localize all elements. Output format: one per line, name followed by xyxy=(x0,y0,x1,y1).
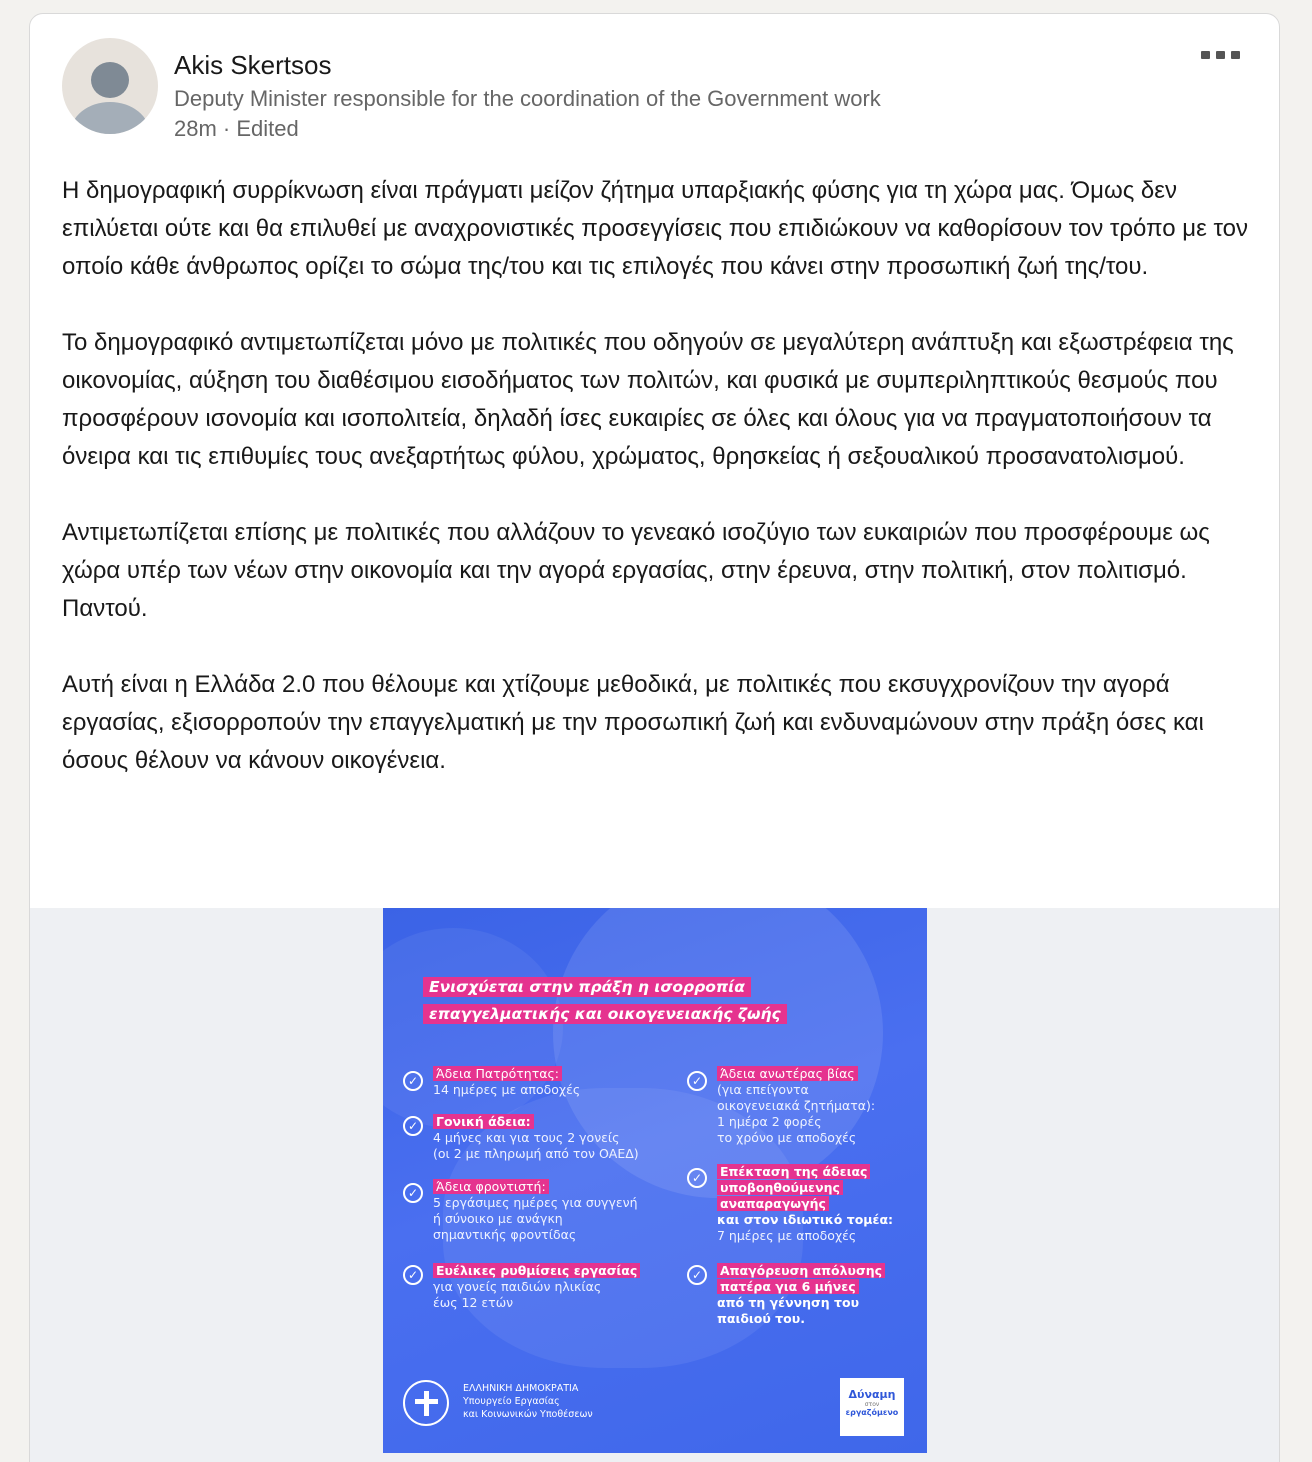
author-name[interactable]: Akis Skertsos xyxy=(174,50,332,80)
benefit-label: Άδεια Πατρότητας: xyxy=(433,1066,562,1081)
check-circle-icon: ✓ xyxy=(403,1116,423,1136)
benefit-label: Άδεια φροντιστή: xyxy=(433,1179,549,1194)
benefit-label: πατέρα για 6 μήνες xyxy=(717,1279,859,1294)
post-header xyxy=(30,14,1279,154)
post-meta xyxy=(174,116,299,142)
edited-label: Edited xyxy=(236,116,299,141)
benefit-item xyxy=(717,1164,893,1244)
benefit-item xyxy=(433,1114,639,1162)
campaign-logo-line: εργαζόμενο xyxy=(845,1408,899,1417)
avatar-head-shape xyxy=(91,62,129,98)
benefit-detail: παιδιού του. xyxy=(717,1311,805,1326)
check-circle-icon: ✓ xyxy=(403,1183,423,1203)
post-time: 28m xyxy=(174,116,217,141)
benefit-detail: 14 ημέρες με αποδοχές xyxy=(433,1082,581,1097)
infographic-title xyxy=(423,974,787,1028)
ministry-name xyxy=(463,1382,593,1421)
benefit-item xyxy=(433,1263,640,1311)
infographic-title-line: Ενισχύεται στην πράξη η ισορροπία xyxy=(423,977,751,997)
more-dot-icon xyxy=(1231,51,1240,59)
benefit-item xyxy=(433,1179,638,1243)
ministry-line: Υπουργείο Εργασίας xyxy=(463,1396,560,1407)
author-headline: Deputy Minister responsible for the coordination of the Government work xyxy=(174,86,881,111)
benefit-label: Επέκταση της άδειας xyxy=(717,1164,870,1179)
infographic-image[interactable] xyxy=(383,908,927,1453)
meta-separator: · xyxy=(222,116,231,141)
benefit-detail: έως 12 ετών xyxy=(433,1295,514,1310)
benefit-detail: το χρόνο με αποδοχές xyxy=(717,1130,857,1145)
avatar-body-shape xyxy=(70,102,150,134)
more-dot-icon xyxy=(1201,51,1210,59)
emblem-cross-shape xyxy=(415,1399,438,1404)
benefit-label: Απαγόρευση απόλυσης xyxy=(717,1263,885,1278)
more-dot-icon xyxy=(1216,51,1225,59)
benefit-detail: από τη γέννηση του xyxy=(717,1295,860,1310)
check-circle-icon: ✓ xyxy=(403,1071,423,1091)
greek-emblem-icon xyxy=(403,1380,449,1426)
benefit-detail: 4 μήνες και για τους 2 γονείς xyxy=(433,1130,620,1145)
infographic-title-line: επαγγελματικής και οικογενειακής ζωής xyxy=(423,1004,787,1024)
campaign-logo-line: στον xyxy=(864,1401,880,1408)
benefit-detail: ή σύνοικο με ανάγκη xyxy=(433,1211,563,1226)
post-card xyxy=(29,13,1280,1462)
benefit-detail: (για επείγοντα xyxy=(717,1082,809,1097)
benefit-label: Ευέλικες ρυθμίσεις εργασίας xyxy=(433,1263,640,1278)
post-paragraph: Το δημογραφικό αντιμετωπίζεται μόνο με πολιτικές που οδηγούν σε μεγαλύτερη ανάπτυξη και εξωστρέφεια της οικονομίας, αύξηση του διαθέσιμου εισοδήματος των πολιτών, και φυσικά με συμπεριληπτικούς θεσμούς που προσφέρουν ισονομία και ισοπολιτεία, δηλαδή ίσες ευκαιρίες σε όλες και όλους για να πραγματοποιήσουν τα όνειρα και τις επιθυμίες τους ανεξαρτήτως φύλου, χρώματος, θρησκείας ή σεξουαλικού προσανατολισμού. xyxy=(62,329,1234,470)
check-circle-icon: ✓ xyxy=(403,1265,423,1285)
benefit-detail: οικογενειακά ζητήματα): xyxy=(717,1098,876,1113)
post-paragraph: Αντιμετωπίζεται επίσης με πολιτικές που αλλάζουν το γενεακό ισοζύγιο των ευκαιριών που προσφέρουμε ως χώρα υπέρ των νέων στην οικονομία και την αγορά εργασίας, στην έρευνα, στην πολιτική, στον πολιτισμό. Παντού. xyxy=(62,519,1210,622)
post-media xyxy=(30,908,1280,1462)
ministry-line: και Κοινωνικών Υποθέσεων xyxy=(463,1409,593,1420)
benefit-detail: 7 ημέρες με αποδοχές xyxy=(717,1228,857,1243)
benefit-item xyxy=(717,1263,885,1327)
benefit-detail: και στον ιδιωτικό τομέα: xyxy=(717,1212,894,1227)
benefit-label: Άδεια ανωτέρας βίας xyxy=(717,1066,858,1081)
post-paragraph: Αυτή είναι η Ελλάδα 2.0 που θέλουμε και χτίζουμε μεθοδικά, με πολιτικές που εκσυγχρονίζουν την αγορά εργασίας, εξισορροπούν την επαγγελματική με την προσωπική ζωή και ενδυναμώνουν στην πράξη όσες και όσους θέλουν να κάνουν οικογένεια. xyxy=(62,671,1204,774)
check-circle-icon: ✓ xyxy=(687,1071,707,1091)
benefit-detail: για γονείς παιδιών ηλικίας xyxy=(433,1279,602,1294)
benefit-label: υποβοηθούμενης xyxy=(717,1180,843,1195)
campaign-logo-line: Δύναμη xyxy=(848,1388,896,1401)
benefit-label: Γονική άδεια: xyxy=(433,1114,534,1129)
benefit-item xyxy=(717,1066,875,1146)
campaign-logo xyxy=(840,1378,904,1436)
post-text xyxy=(62,172,1252,818)
more-options-button[interactable] xyxy=(1197,44,1243,66)
photo-overlay-shape xyxy=(383,928,563,1128)
benefit-label: αναπαραγωγής xyxy=(717,1196,829,1211)
post-paragraph: Η δημογραφική συρρίκνωση είναι πράγματι μείζον ζήτημα υπαρξιακής φύσης για τη χώρα μας. Όμως δεν επιλύεται ούτε και θα επιλυθεί με αναχρονιστικές προσεγγίσεις που επιδιώκουν να καθορίσουν τον τρόπο με τον οποίο κάθε άνθρωπος ορίζει το σώμα της/του και τις επιλογές που κάνει στην προσωπική ζωή της/του. xyxy=(62,177,1248,280)
check-circle-icon: ✓ xyxy=(687,1168,707,1188)
benefit-detail: 5 εργάσιμες ημέρες για συγγενή xyxy=(433,1195,638,1210)
check-circle-icon: ✓ xyxy=(687,1265,707,1285)
avatar[interactable] xyxy=(62,38,158,134)
ministry-line: ΕΛΛΗΝΙΚΗ ΔΗΜΟΚΡΑΤΙΑ xyxy=(463,1383,579,1394)
benefit-detail: (οι 2 με πληρωμή από τον ΟΑΕΔ) xyxy=(433,1146,639,1161)
benefit-item xyxy=(433,1066,580,1098)
benefit-detail: σημαντικής φροντίδας xyxy=(433,1227,577,1242)
ministry-footer xyxy=(403,1376,623,1436)
benefit-detail: 1 ημέρα 2 φορές xyxy=(717,1114,822,1129)
